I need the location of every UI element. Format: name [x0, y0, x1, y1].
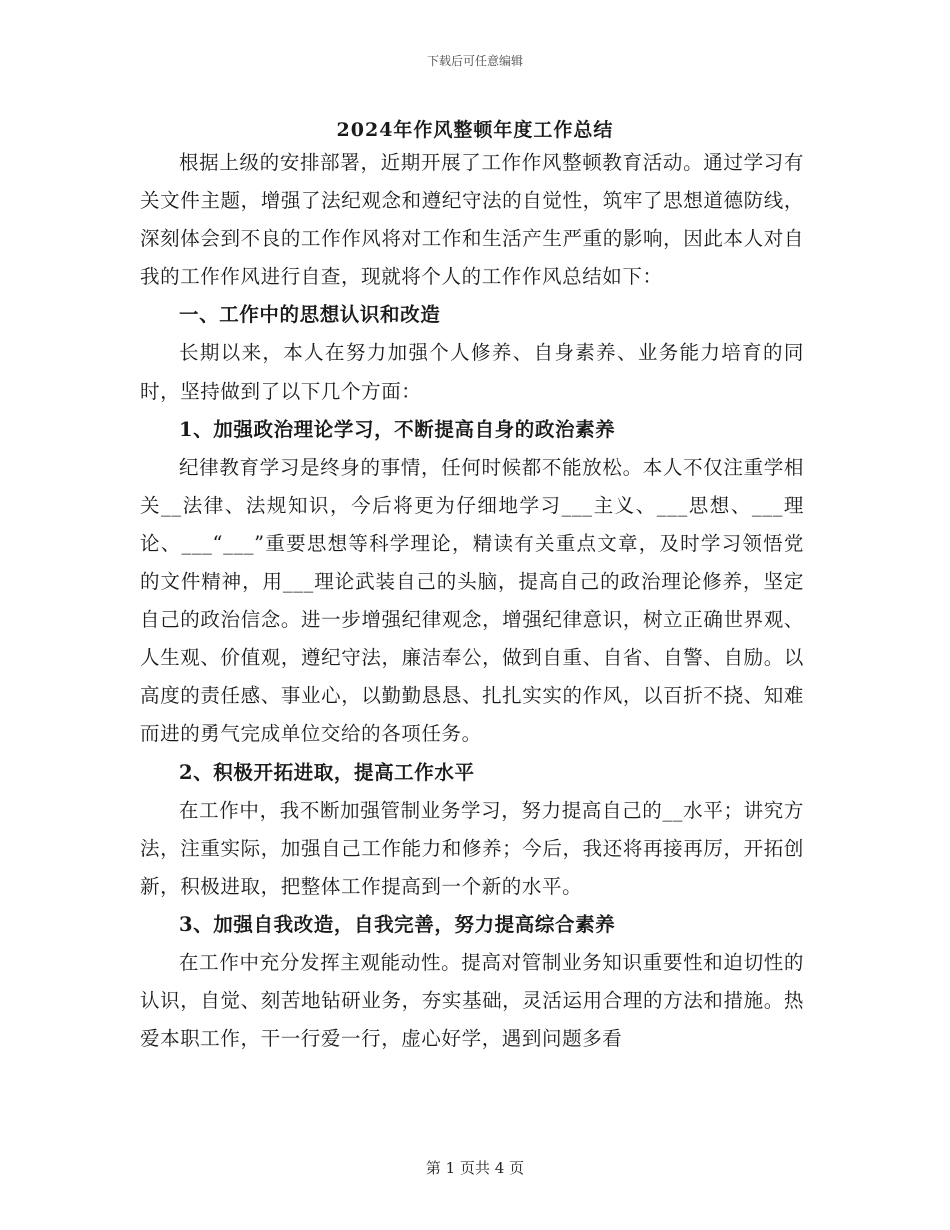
document-body: [140, 144, 804, 1058]
section-heading-1: 一、工作中的思想认识和改造: [179, 303, 441, 327]
subsection-2-paragraph: 在工作中，我不断加强管制业务学习，努力提高自己的__水平；讲究方法，注重实际，加强自己工作能力和修养；今后，我还将再接再厉，开拓创新，积极进取，把整体工作提高到一个新的水平。: [140, 798, 804, 898]
subsection-1-paragraph: 纪律教育学习是终身的事情，任何时候都不能放松。本人不仅注重学相关__法律、法规知识，今后将更为仔细地学习___主义、___思想、___理论、___“___”重要思想等科学理论，精读有关重点文章，及时学习领悟党的文件精神，用___理论武装自己的头脑，提高自己的政治理论修养，坚定自己的政治信念。进一步增强纪律观念，增强纪律意识，树立正确世界观、人生观、价值观，遵纪守法，廉洁奉公，做到自重、自省、自警、自励。以高度的责任感、事业心，以勤勤恳恳、扎扎实实的作风，以百折不挠、知难而进的勇气完成单位交给的各项任务。: [140, 455, 804, 746]
section-1-paragraph: 长期以来，本人在努力加强个人修养、自身素养、业务能力培育的同时，坚持做到了以下几个方面：: [140, 341, 804, 403]
document-title: 2024年作风整顿年度工作总结: [336, 119, 614, 141]
intro-paragraph: 根据上级的安排部署，近期开展了工作作风整顿教育活动。通过学习有关文件主题，增强了法纪观念和遵纪守法的自觉性，筑牢了思想道德防线，深刻体会到不良的工作作风将对工作和生活产生严重的影响，因此本人对自我的工作作风进行自查，现就将个人的工作作风总结如下：: [140, 151, 804, 289]
subheading-3: 3、加强自我改造，自我完善，努力提高综合素养: [179, 912, 616, 936]
subheading-1: 1、加强政治理论学习，不断提高自身的政治素养: [179, 417, 616, 441]
page-header-note: 下载后可任意编辑: [426, 54, 523, 68]
subheading-2: 2、积极开拓进取，提高工作水平: [179, 760, 475, 784]
subsection-3-paragraph: 在工作中充分发挥主观能动性。提高对管制业务知识重要性和迫切性的认识，自觉、刻苦地钻研业务，夯实基础，灵活运用合理的方法和措施。热爱本职工作，干一行爱一行，虚心好学，遇到问题多看: [140, 950, 804, 1051]
page-number-footer: 第 1 页共 4 页: [425, 1159, 525, 1177]
